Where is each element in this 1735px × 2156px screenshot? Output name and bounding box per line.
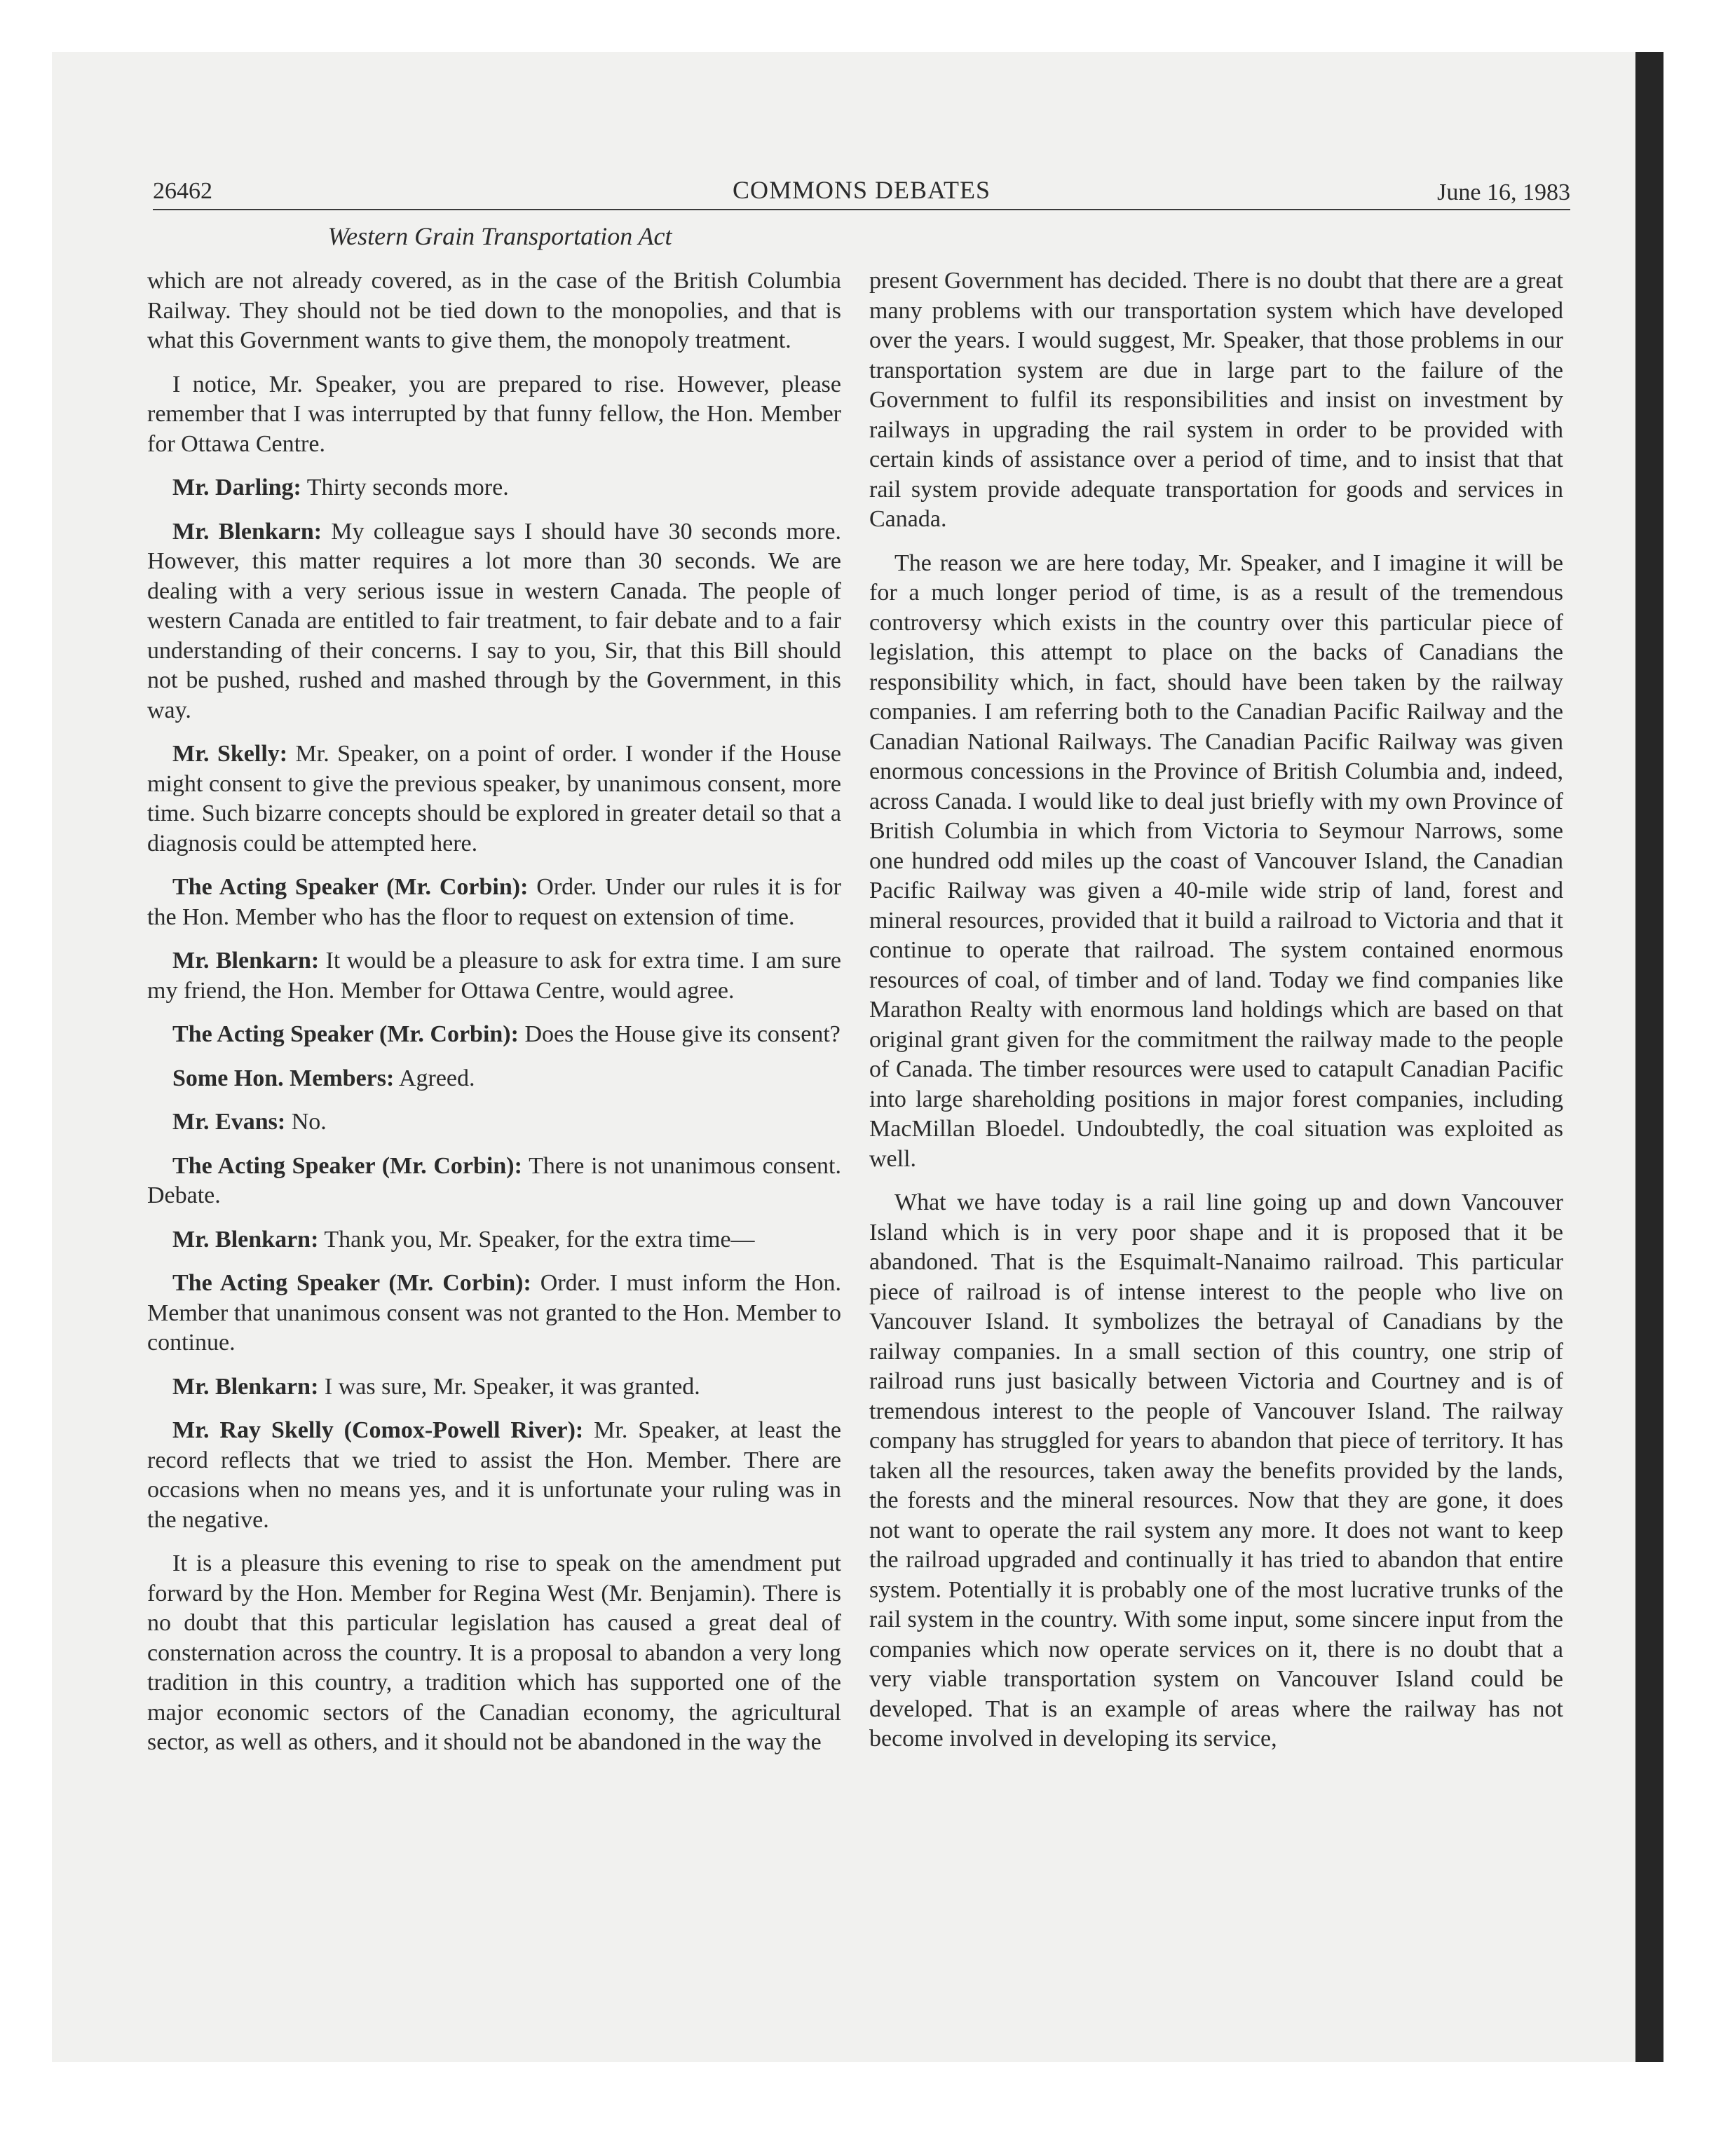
paragraph-text: Does the House give its consent? bbox=[524, 1021, 841, 1047]
paragraph bbox=[147, 946, 841, 1006]
paragraph-text: present Government has decided. There is no doubt that there are a great many problems with our transportation system which have developed over the years. I would suggest, Mr. Speaker, that those problems in our transportation system are due in large part to the failure of the Government to fulfil its responsibilities and insist on investment by railways in upgrading the rail system in order to be provided with certain kinds of assistance over a period of time, and to insist that that rail system provide adequate transportation for goods and services in Canada. bbox=[869, 268, 1563, 532]
publication-date: June 16, 1983 bbox=[1437, 179, 1570, 205]
paragraph-text: Thirty seconds more. bbox=[306, 475, 509, 500]
left-column bbox=[147, 266, 841, 1772]
paragraph bbox=[147, 370, 841, 460]
scan-edge-bar bbox=[1635, 52, 1663, 2062]
publication-title: COMMONS DEBATES bbox=[732, 176, 991, 204]
paragraph-text: Mr. Speaker, at least the record reflects that we tried to assist the Hon. Member. There are occasions when no means yes, and it is unfortunate your ruling was in the negative. bbox=[147, 1417, 842, 1533]
paragraph-text: Order. I must inform the Hon. Member that unanimous consent was not granted to the Hon. Member to continue. bbox=[147, 1270, 841, 1356]
speaker-name: The Acting Speaker (Mr. Corbin): bbox=[172, 1270, 531, 1296]
paragraph-text: My colleague says I should have 30 seconds more. However, this matter requires a lot more than 30 seconds. We are dealing with a very serious issue in western Canada. The people of western Canada are entitled to fair treatment, to fair debate and to a fair understanding of their concerns. I say to you, Sir, that this Bill should not be pushed, rushed and mashed through by the Government, in this way. bbox=[147, 518, 841, 723]
speaker-name: Mr. Darling: bbox=[172, 475, 301, 500]
paragraph bbox=[147, 1107, 841, 1138]
speaker-name: Mr. Blenkarn: bbox=[172, 948, 320, 974]
paragraph-text: What we have today is a rail line going up and down Vancouver Island which is in very poor shape and it is proposed that it be abandoned. That is the Esquimalt-Nanaimo railroad. This particular piece of railroad is of intense interest to the people who live on Vancouver Island. It symbolizes the betrayal of Canadians by the railway companies. In a small section of this country, one strip of railroad runs just basically between Victoria and Courtney and is of tremendous interest to the people of Vancouver Island. The railway company has struggled for years to abandon that piece of territory. It has taken all the resources, taken away the benefits provided by the lands, the forests and the mineral resources. Now that they are gone, it does not want to operate the rail system any more. It does not want to keep the railroad upgraded and continually it has tried to abandon that entire system. Potentially it is probably one of the most lucrative trunks of the rail system in the country. With some input, some sincere input from the companies which now operate services on it, there is no doubt that a very viable transportation system on Vancouver Island could be developed. That is an example of areas where the railway has not become involved in developing its service, bbox=[869, 1189, 1563, 1752]
paragraph bbox=[147, 1269, 841, 1358]
speaker-name: Mr. Blenkarn: bbox=[172, 1226, 319, 1253]
speaker-name: Mr. Skelly: bbox=[172, 741, 288, 767]
speaker-name: The Acting Speaker (Mr. Corbin): bbox=[172, 1021, 519, 1047]
paragraph bbox=[147, 1020, 841, 1050]
paragraph bbox=[147, 473, 841, 503]
speaker-name: The Acting Speaker (Mr. Corbin): bbox=[172, 1152, 522, 1179]
speaker-name: Some Hon. Members: bbox=[172, 1065, 395, 1091]
speaker-name: Mr. Blenkarn: bbox=[172, 1373, 319, 1400]
paragraph bbox=[147, 266, 841, 356]
paragraph bbox=[147, 1225, 841, 1255]
paragraph-text: I notice, Mr. Speaker, you are prepared to rise. However, please remember that I was interrupted by that funny fellow, the Hon. Member for Ottawa Centre. bbox=[147, 371, 841, 457]
paragraph-text: I was sure, Mr. Speaker, it was granted. bbox=[324, 1373, 700, 1400]
paragraph-text: Order. Under our rules it is for the Hon. Member who has the floor to request on extension of time. bbox=[147, 874, 842, 930]
right-column bbox=[869, 266, 1563, 1768]
speaker-name: The Acting Speaker (Mr. Corbin): bbox=[172, 874, 529, 900]
paragraph bbox=[147, 1416, 841, 1535]
paragraph bbox=[147, 517, 841, 726]
paragraph bbox=[147, 873, 841, 932]
paragraph bbox=[147, 1064, 841, 1094]
page-header bbox=[153, 174, 1570, 210]
paragraph-text: which are not already covered, as in the case of the British Columbia Railway. They should not be tied down to the monopolies, and that is what this Government wants to give them, the monopoly treatment. bbox=[147, 268, 841, 353]
paragraph-text: Mr. Speaker, on a point of order. I wonder if the House might consent to give the previous speaker, by unanimous consent, more time. Such bizarre concepts should be explored in greater detail so that a diagnosis could be attempted here. bbox=[147, 741, 842, 857]
speaker-name: Mr. Ray Skelly (Comox-Powell River): bbox=[172, 1417, 584, 1443]
paragraph bbox=[869, 549, 1563, 1175]
paragraph bbox=[147, 1152, 841, 1211]
paragraph bbox=[869, 266, 1563, 535]
section-subtitle: Western Grain Transportation Act bbox=[327, 222, 672, 250]
speaker-name: Mr. Evans: bbox=[172, 1109, 286, 1135]
paragraph-text: Agreed. bbox=[398, 1065, 475, 1091]
page-number: 26462 bbox=[153, 178, 212, 204]
paragraph bbox=[869, 1188, 1563, 1754]
paragraph-text: No. bbox=[291, 1109, 327, 1135]
paragraph bbox=[147, 1549, 841, 1758]
speaker-name: Mr. Blenkarn: bbox=[172, 518, 322, 545]
paragraph bbox=[147, 739, 841, 859]
paragraph-text: It is a pleasure this evening to rise to speak on the amendment put forward by the Hon. Member for Regina West (Mr. Benjamin). There is no doubt that this particular legislation has caused a great deal of consternation across the country. It is a proposal to abandon a very long tradition in this country, a tradition which has supported one of the major economic sectors of the Canadian economy, the agricultural sector, as well as others, and it should not be abandoned in the way the bbox=[147, 1550, 841, 1755]
paragraph-text: Thank you, Mr. Speaker, for the extra time— bbox=[324, 1226, 755, 1253]
paragraph-text: It would be a pleasure to ask for extra time. I am sure my friend, the Hon. Member for Ottawa Centre, would agree. bbox=[147, 948, 842, 1004]
paragraph-text: The reason we are here today, Mr. Speaker, and I imagine it will be for a much longer period of time, is as a result of the tremendous controversy which exists in the country over this particular piece of legislation, this attempt to place on the backs of Canadians the responsibility which, in fact, should have been taken by the railway companies. I am referring both to the Canadian Pacific Railway and the Canadian National Railways. The Canadian Pacific Railway was given enormous concessions in the Province of British Columbia and, indeed, across Canada. I would like to deal just briefly with my own Province of British Columbia in which from Victoria to Seymour Narrows, some one hundred odd miles up the coast of Vancouver Island, the Canadian Pacific Railway was given a 40-mile wide strip of land, forest and mineral resources, provided that it build a railroad to Victoria and that it continue to operate that railroad. The system contained enormous resources of coal, of timber and of land. Today we find companies like Marathon Realty with enormous land holdings which are based on that original grant given for the commitment the railway made to the people of Canada. The timber resources were used to catapult Canadian Pacific into large shareholding positions in major forest companies, including MacMillan Bloedel. Undoubtedly, the coal situation was exploited as well. bbox=[869, 550, 1563, 1172]
paragraph-text: There is not unanimous consent. Debate. bbox=[147, 1152, 841, 1208]
paragraph bbox=[147, 1372, 841, 1403]
